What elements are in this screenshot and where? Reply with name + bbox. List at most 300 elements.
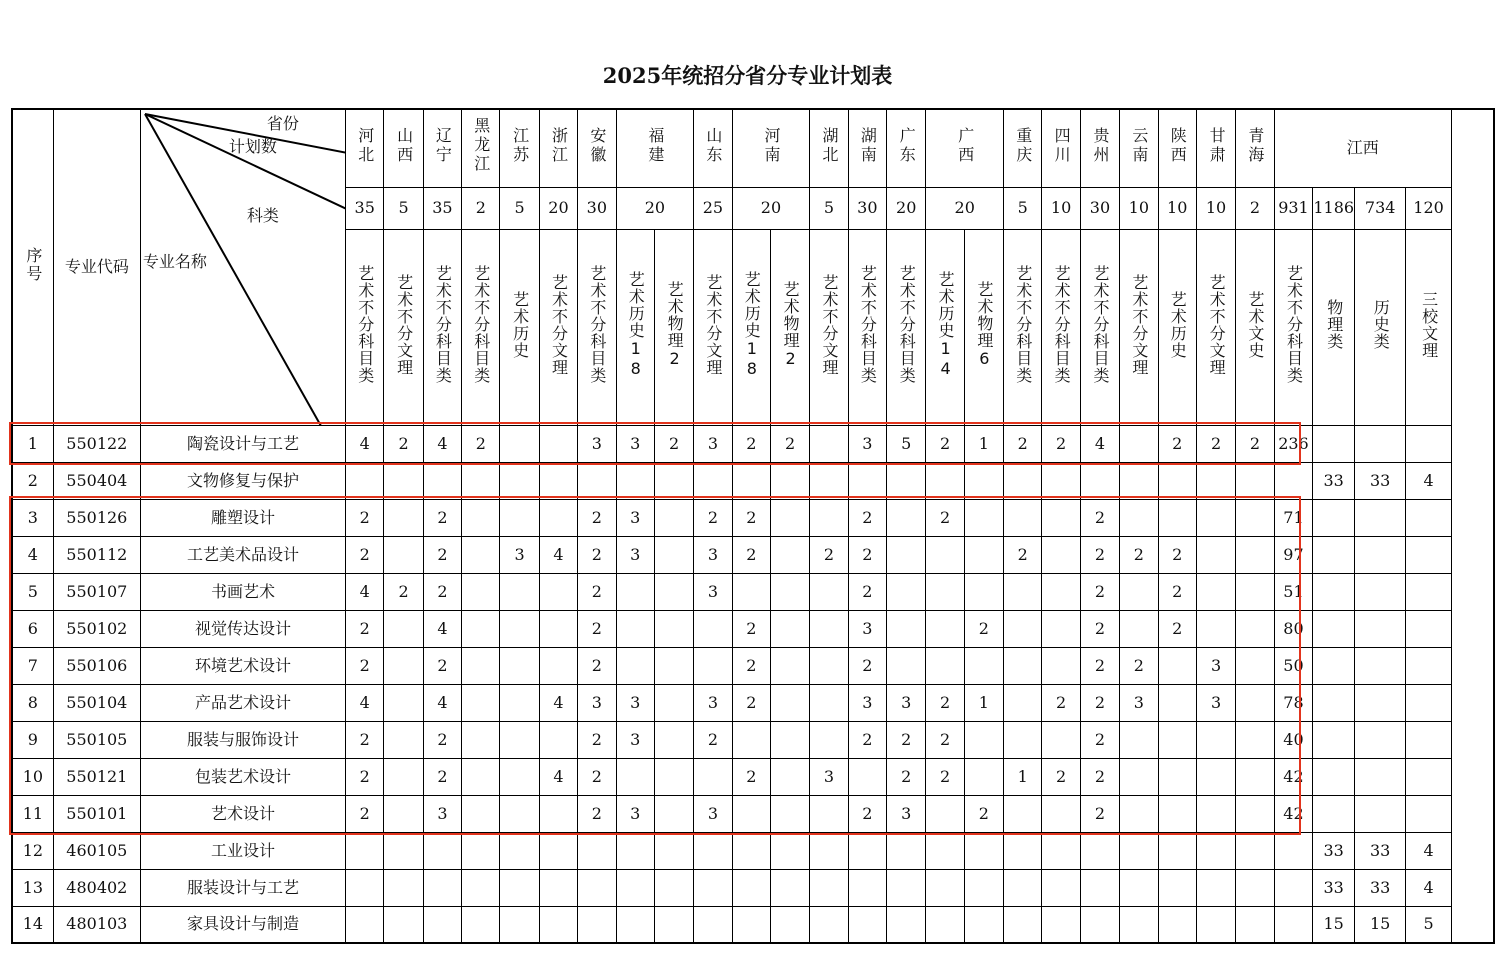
category-3 <box>462 229 500 425</box>
province-total-17: 10 <box>1120 187 1158 229</box>
category-8-text: 艺术物理2 <box>665 280 685 369</box>
row-value <box>1355 795 1406 832</box>
row-value: 2 <box>732 684 770 721</box>
row-value: 2 <box>346 721 384 758</box>
province-total-14: 5 <box>1004 187 1042 229</box>
row-value: 2 <box>1158 536 1196 573</box>
diag-label-category: 科类 <box>246 206 279 225</box>
row-value <box>1004 462 1042 499</box>
row-value <box>964 906 1003 943</box>
row-value <box>1355 647 1406 684</box>
row-value: 4 <box>1406 462 1451 499</box>
row-value: 3 <box>694 573 732 610</box>
row-code: 550105 <box>53 721 140 758</box>
category-21 <box>1158 229 1196 425</box>
row-value <box>1042 795 1080 832</box>
row-value <box>1236 795 1274 832</box>
province-total-12: 20 <box>887 187 926 229</box>
row-value <box>539 721 577 758</box>
province-8 <box>694 109 732 187</box>
row-value <box>539 832 577 869</box>
category-11-text: 艺术物理2 <box>781 280 801 369</box>
row-value <box>384 610 423 647</box>
row-seq: 14 <box>12 906 53 943</box>
row-value <box>887 832 926 869</box>
row-value <box>770 832 809 869</box>
row-value <box>1274 462 1313 499</box>
category-24-text: 艺术不分科目类 <box>1284 265 1304 384</box>
category-6-text: 艺术不分科目类 <box>587 265 607 384</box>
province-18-text: 陕西 <box>1168 126 1188 165</box>
row-value <box>964 869 1003 906</box>
row-value <box>1313 610 1355 647</box>
row-value: 4 <box>346 573 384 610</box>
category-19-text: 艺术不分科目类 <box>1090 265 1110 384</box>
row-value: 2 <box>694 721 732 758</box>
row-value <box>1236 832 1274 869</box>
province-2-text: 辽宁 <box>433 126 453 165</box>
row-value <box>1313 499 1355 536</box>
row-value <box>1120 462 1158 499</box>
table-row <box>12 573 1494 610</box>
province-8-text: 山东 <box>703 126 723 165</box>
row-value: 2 <box>1120 647 1158 684</box>
row-value <box>1355 610 1406 647</box>
province-total-2: 35 <box>423 187 461 229</box>
row-value <box>1158 647 1196 684</box>
row-value: 33 <box>1313 832 1355 869</box>
row-seq: 2 <box>12 462 53 499</box>
row-value <box>1236 906 1274 943</box>
table-row <box>12 610 1494 647</box>
row-code: 550112 <box>53 536 140 573</box>
category-7 <box>616 229 654 425</box>
row-value <box>654 758 693 795</box>
row-seq: 10 <box>12 758 53 795</box>
row-value: 2 <box>1158 610 1196 647</box>
row-value: 2 <box>654 425 693 462</box>
category-2 <box>423 229 461 425</box>
category-15-text: 艺术历史14 <box>936 270 956 379</box>
row-value <box>848 758 886 795</box>
row-value <box>964 536 1003 573</box>
province-3 <box>462 109 500 187</box>
row-value <box>539 647 577 684</box>
row-value <box>848 869 886 906</box>
row-value <box>500 499 539 536</box>
row-value <box>462 573 500 610</box>
row-value <box>1406 758 1451 795</box>
province-9-text: 河南 <box>761 126 781 165</box>
row-value: 40 <box>1274 721 1313 758</box>
row-value <box>654 610 693 647</box>
row-major-name: 服装与服饰设计 <box>140 721 345 758</box>
province-18 <box>1158 109 1196 187</box>
row-value: 2 <box>1080 499 1119 536</box>
category-9 <box>694 229 732 425</box>
table-row <box>12 906 1494 943</box>
row-value <box>1158 832 1196 869</box>
seq-header <box>12 109 53 425</box>
row-value: 3 <box>848 610 886 647</box>
province-total-9: 20 <box>732 187 810 229</box>
row-major-name: 工业设计 <box>140 832 345 869</box>
row-value: 2 <box>964 795 1003 832</box>
row-value: 3 <box>616 795 654 832</box>
row-major-name: 陶瓷设计与工艺 <box>140 425 345 462</box>
row-value <box>1196 573 1235 610</box>
row-value <box>1236 721 1274 758</box>
row-code: 460105 <box>53 832 140 869</box>
table-row <box>12 795 1494 832</box>
category-26 <box>1355 229 1406 425</box>
row-value: 33 <box>1313 869 1355 906</box>
category-8 <box>654 229 693 425</box>
row-value: 15 <box>1355 906 1406 943</box>
table-row <box>12 425 1494 462</box>
row-value: 2 <box>887 721 926 758</box>
row-value: 2 <box>848 721 886 758</box>
category-12 <box>810 229 848 425</box>
row-major-name: 产品艺术设计 <box>140 684 345 721</box>
row-value: 4 <box>1406 832 1451 869</box>
category-10 <box>732 229 770 425</box>
row-value <box>810 906 848 943</box>
row-value: 2 <box>423 758 461 795</box>
row-value <box>1042 647 1080 684</box>
row-value <box>616 610 654 647</box>
row-value <box>1120 573 1158 610</box>
row-value <box>539 906 577 943</box>
row-value: 2 <box>732 536 770 573</box>
row-value <box>1313 721 1355 758</box>
province-11-text: 湖南 <box>858 126 878 165</box>
row-value <box>1158 795 1196 832</box>
row-value: 2 <box>1080 536 1119 573</box>
row-value <box>1004 684 1042 721</box>
province-1-text: 山西 <box>394 126 414 165</box>
row-value <box>654 647 693 684</box>
row-value: 2 <box>926 425 964 462</box>
code-header: 专业代码 <box>53 109 140 425</box>
row-value <box>1196 906 1235 943</box>
row-value <box>964 499 1003 536</box>
row-value: 42 <box>1274 758 1313 795</box>
row-value <box>770 647 809 684</box>
row-code: 480402 <box>53 869 140 906</box>
row-value <box>500 610 539 647</box>
row-value: 33 <box>1355 462 1406 499</box>
category-9-text: 艺术不分文理 <box>703 273 723 376</box>
row-value: 2 <box>926 758 964 795</box>
row-value <box>1236 647 1274 684</box>
row-value <box>1406 795 1451 832</box>
category-5-text: 艺术不分文理 <box>549 273 569 376</box>
row-value: 1 <box>964 425 1003 462</box>
row-seq: 1 <box>12 425 53 462</box>
category-1 <box>384 229 423 425</box>
province-total-3: 2 <box>462 187 500 229</box>
row-value <box>654 684 693 721</box>
province-11 <box>848 109 886 187</box>
province-17-text: 云南 <box>1129 126 1149 165</box>
row-value <box>1196 795 1235 832</box>
row-value: 3 <box>616 684 654 721</box>
row-value <box>1120 610 1158 647</box>
row-value: 3 <box>694 536 732 573</box>
row-value <box>770 610 809 647</box>
row-value <box>1355 758 1406 795</box>
row-value <box>732 573 770 610</box>
row-value <box>616 462 654 499</box>
row-value: 236 <box>1274 425 1313 462</box>
row-value <box>1236 536 1274 573</box>
province-14 <box>1004 109 1042 187</box>
row-code: 550104 <box>53 684 140 721</box>
row-value <box>732 721 770 758</box>
province-total-8: 25 <box>694 187 732 229</box>
row-value: 71 <box>1274 499 1313 536</box>
row-value <box>1080 832 1119 869</box>
row-value <box>423 869 461 906</box>
jiangxi-total-3: 120 <box>1406 187 1451 229</box>
category-17-text: 艺术不分科目类 <box>1013 265 1033 384</box>
table-row <box>12 684 1494 721</box>
row-value <box>1004 610 1042 647</box>
category-13-text: 艺术不分科目类 <box>858 265 878 384</box>
row-value: 3 <box>887 684 926 721</box>
row-value <box>462 832 500 869</box>
row-value: 2 <box>578 573 616 610</box>
row-value: 2 <box>423 647 461 684</box>
row-value <box>1406 610 1451 647</box>
row-value <box>384 499 423 536</box>
diagonal-line-1 <box>145 114 346 212</box>
row-value <box>384 684 423 721</box>
category-5 <box>539 229 577 425</box>
row-value <box>616 832 654 869</box>
row-value: 2 <box>1080 610 1119 647</box>
province-total-0: 35 <box>346 187 384 229</box>
province-2 <box>423 109 461 187</box>
row-value: 2 <box>1196 425 1235 462</box>
row-value: 2 <box>423 573 461 610</box>
row-value <box>887 499 926 536</box>
row-value <box>616 869 654 906</box>
row-value: 2 <box>346 758 384 795</box>
row-value: 2 <box>346 536 384 573</box>
row-value: 33 <box>1355 869 1406 906</box>
row-value <box>1355 425 1406 462</box>
province-12 <box>887 109 926 187</box>
row-value <box>926 869 964 906</box>
row-value: 2 <box>1158 573 1196 610</box>
row-value <box>1120 425 1158 462</box>
row-value: 2 <box>848 499 886 536</box>
row-seq: 8 <box>12 684 53 721</box>
row-value <box>578 462 616 499</box>
row-value <box>616 647 654 684</box>
category-18 <box>1042 229 1080 425</box>
province-9 <box>732 109 810 187</box>
row-value: 80 <box>1274 610 1313 647</box>
row-value: 2 <box>578 647 616 684</box>
row-value <box>1406 647 1451 684</box>
table-row <box>12 869 1494 906</box>
row-value <box>539 610 577 647</box>
row-value <box>1004 647 1042 684</box>
row-value <box>654 906 693 943</box>
province-16 <box>1080 109 1119 187</box>
province-10 <box>810 109 848 187</box>
row-value <box>578 832 616 869</box>
diag-label-plan: 计划数 <box>228 137 277 156</box>
row-value <box>926 573 964 610</box>
row-value: 2 <box>732 425 770 462</box>
province-4-text: 江苏 <box>510 126 530 165</box>
row-code: 550106 <box>53 647 140 684</box>
row-value: 3 <box>694 684 732 721</box>
row-seq: 13 <box>12 869 53 906</box>
row-value <box>810 832 848 869</box>
row-value <box>423 906 461 943</box>
category-3-text: 艺术不分科目类 <box>471 265 491 384</box>
row-value <box>1004 721 1042 758</box>
province-total-19: 10 <box>1196 187 1235 229</box>
row-value <box>694 462 732 499</box>
row-seq: 9 <box>12 721 53 758</box>
row-value <box>500 721 539 758</box>
row-value <box>1042 832 1080 869</box>
row-value <box>1196 462 1235 499</box>
row-value <box>1406 721 1451 758</box>
row-value: 78 <box>1274 684 1313 721</box>
plan-table <box>11 108 1495 944</box>
province-total-10: 5 <box>810 187 848 229</box>
row-value: 3 <box>578 425 616 462</box>
row-value <box>732 832 770 869</box>
row-value <box>462 499 500 536</box>
row-value: 3 <box>694 425 732 462</box>
row-value <box>384 832 423 869</box>
jiangxi-total-0: 931 <box>1274 187 1313 229</box>
row-value <box>384 721 423 758</box>
province-19-text: 甘肃 <box>1207 126 1227 165</box>
row-value <box>1080 869 1119 906</box>
table-row <box>12 499 1494 536</box>
province-19 <box>1196 109 1235 187</box>
row-value <box>1236 758 1274 795</box>
category-7-text: 艺术历史18 <box>626 270 646 379</box>
row-value <box>346 869 384 906</box>
row-value: 33 <box>1355 832 1406 869</box>
province-3-text: 黑龙江 <box>471 117 491 175</box>
row-value <box>578 906 616 943</box>
row-value <box>1004 795 1042 832</box>
category-6 <box>578 229 616 425</box>
category-26-text: 历史类 <box>1371 299 1391 350</box>
category-4-text: 艺术历史 <box>510 290 530 359</box>
row-value <box>770 869 809 906</box>
row-value <box>1042 573 1080 610</box>
row-value <box>770 573 809 610</box>
table-row <box>12 832 1494 869</box>
province-20-text: 青海 <box>1245 126 1265 165</box>
row-value <box>694 869 732 906</box>
row-value <box>1158 684 1196 721</box>
row-value: 2 <box>423 536 461 573</box>
row-seq: 5 <box>12 573 53 610</box>
row-value <box>732 462 770 499</box>
province-14-text: 重庆 <box>1013 126 1033 165</box>
row-value <box>732 869 770 906</box>
row-value: 2 <box>346 795 384 832</box>
row-value: 2 <box>1080 647 1119 684</box>
row-value: 2 <box>848 536 886 573</box>
row-value: 2 <box>848 647 886 684</box>
row-value <box>810 499 848 536</box>
province-5 <box>539 109 577 187</box>
row-value <box>539 425 577 462</box>
row-value <box>1236 684 1274 721</box>
row-value <box>1406 536 1451 573</box>
row-value <box>616 906 654 943</box>
row-value <box>462 721 500 758</box>
category-2-text: 艺术不分科目类 <box>433 265 453 384</box>
row-value <box>887 536 926 573</box>
row-value <box>770 462 809 499</box>
row-value <box>539 869 577 906</box>
row-value <box>1236 499 1274 536</box>
row-value <box>384 462 423 499</box>
province-10-text: 湖北 <box>819 126 839 165</box>
row-value <box>384 906 423 943</box>
category-20-text: 艺术不分文理 <box>1129 273 1149 376</box>
province-5-text: 浙江 <box>549 126 569 165</box>
row-value <box>964 573 1003 610</box>
province-4 <box>500 109 539 187</box>
row-value <box>654 795 693 832</box>
row-value <box>462 610 500 647</box>
row-seq: 3 <box>12 499 53 536</box>
province-1 <box>384 109 423 187</box>
row-value: 2 <box>1042 684 1080 721</box>
row-value <box>1158 906 1196 943</box>
row-value: 4 <box>1406 869 1451 906</box>
row-value: 2 <box>1080 573 1119 610</box>
row-value <box>810 795 848 832</box>
row-value <box>1355 721 1406 758</box>
row-value <box>694 610 732 647</box>
province-15 <box>1042 109 1080 187</box>
row-value: 2 <box>694 499 732 536</box>
row-value <box>1120 832 1158 869</box>
province-0 <box>346 109 384 187</box>
row-value <box>500 425 539 462</box>
row-code: 550107 <box>53 573 140 610</box>
row-value: 2 <box>770 425 809 462</box>
row-value <box>384 536 423 573</box>
category-24 <box>1274 229 1313 425</box>
row-value <box>1120 906 1158 943</box>
province-12-text: 广东 <box>897 126 917 165</box>
row-value <box>1274 832 1313 869</box>
diagonal-header-cell <box>140 109 345 425</box>
row-value: 1 <box>964 684 1003 721</box>
row-value <box>539 573 577 610</box>
row-value <box>500 462 539 499</box>
row-value: 2 <box>1158 425 1196 462</box>
